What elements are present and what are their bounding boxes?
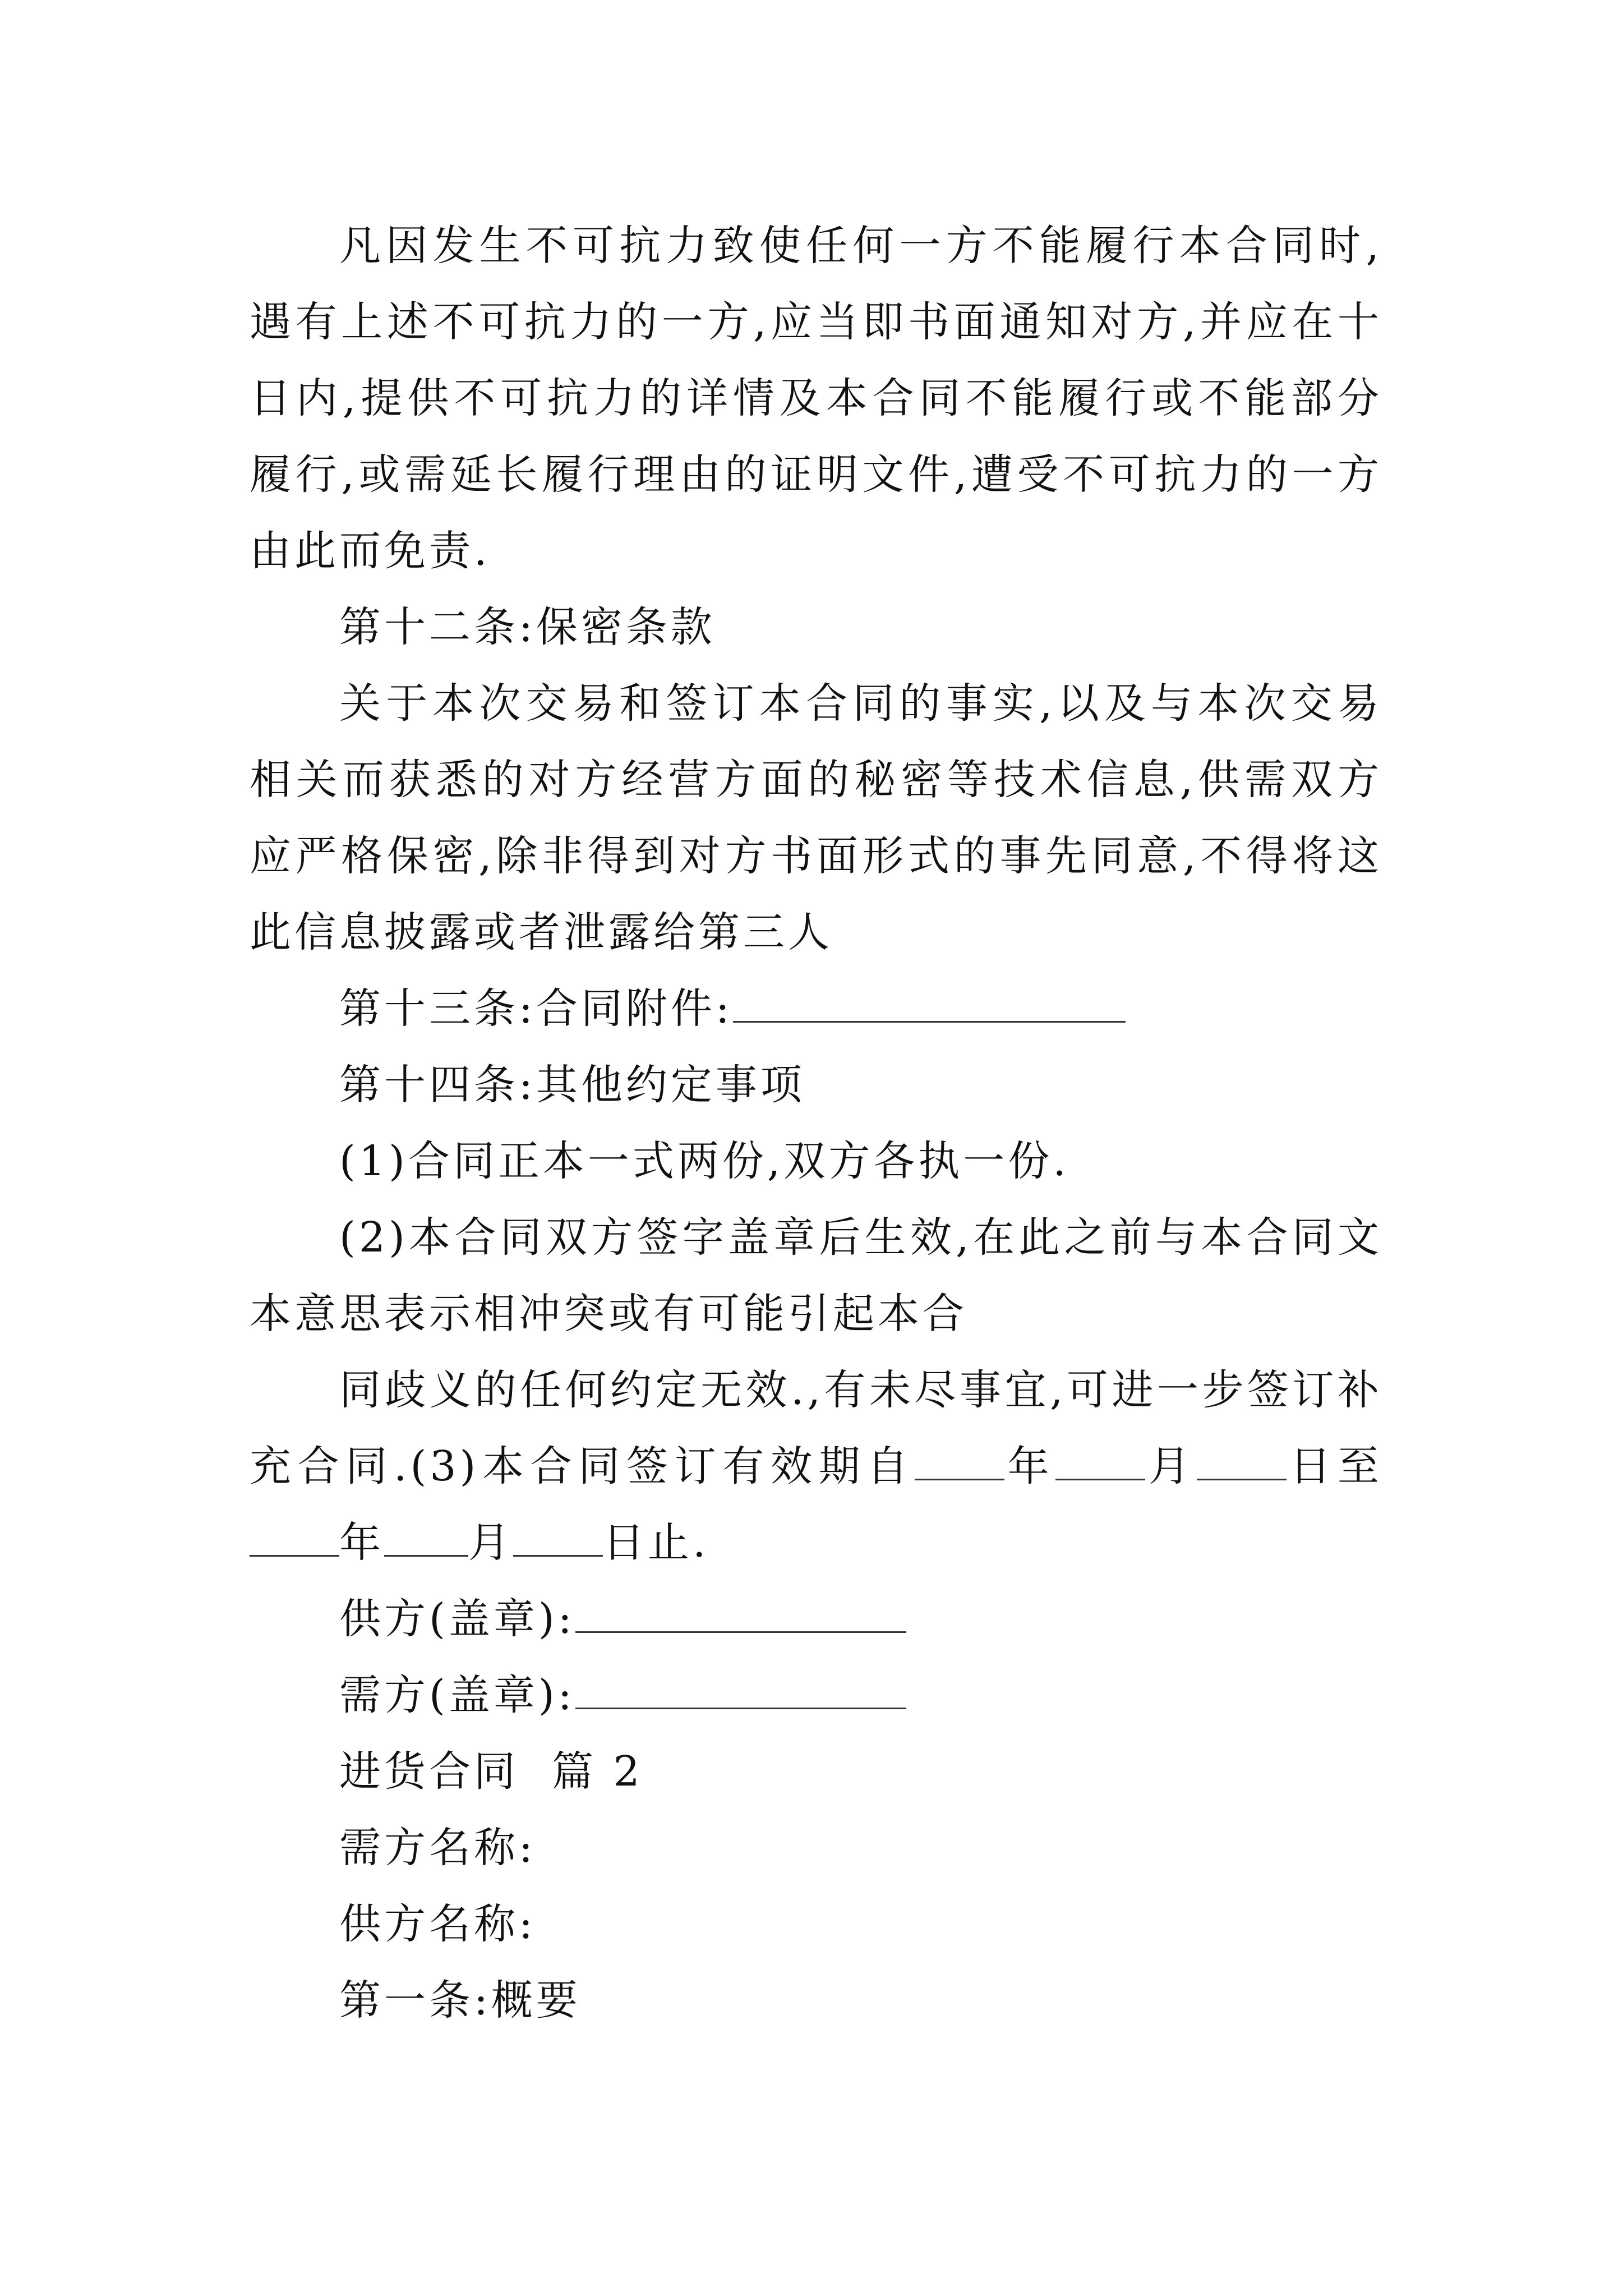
start-year-blank[interactable] — [915, 1444, 1004, 1480]
confidentiality-paragraph: 关于本次交易和签订本合同的事实,以及与本次交易相关而获悉的对方经营方面的秘密等技术信息,供需双方应严格保密,除非得到对方书面形式的事先同意,不得将这此信息披露或者泄露给第三人 — [250, 679, 1382, 956]
force-majeure-paragraph: 凡因发生不可抗力致使任何一方不能履行本合同时,遇有上述不可抗力的一方,应当即书面通知对方,并应在十日内,提供不可抗力的详情及本合同不能履行或不能部分履行,或需延长履行理由的证明文件,遭受不可抗力的一方由此而免责. — [250, 222, 1382, 575]
document-body — [250, 208, 1382, 2039]
start-day-to-label: 日至 — [1286, 1442, 1383, 1490]
end-day-label: 日止. — [603, 1519, 709, 1567]
start-year-label: 年 — [1004, 1442, 1056, 1490]
end-month-blank[interactable] — [384, 1520, 468, 1557]
attachment-blank[interactable] — [733, 986, 1126, 1023]
buyer-seal-line — [250, 1657, 1382, 1733]
buyer-seal-blank[interactable] — [575, 1673, 906, 1709]
supplier-seal-blank[interactable] — [575, 1596, 906, 1633]
start-day-blank[interactable] — [1197, 1444, 1287, 1480]
end-day-blank[interactable] — [513, 1520, 603, 1557]
article-14-heading: 第十四条:其他约定事项 — [339, 1061, 805, 1109]
contract-2-title: 进货合同 篇 2 — [339, 1747, 643, 1796]
supplier-seal-line — [250, 1581, 1382, 1657]
end-month-label: 月 — [468, 1519, 513, 1567]
supplier-name-label: 供方名称: — [339, 1900, 536, 1948]
article-12-heading: 第十二条:保密条款 — [339, 603, 716, 651]
end-year-label: 年 — [339, 1519, 384, 1567]
start-month-label: 月 — [1145, 1442, 1197, 1490]
buyer-seal-label: 需方(盖章): — [339, 1671, 575, 1719]
article-1-heading: 第一条:概要 — [339, 1976, 581, 2024]
end-year-blank[interactable] — [250, 1520, 339, 1557]
buyer-name-label: 需方名称: — [339, 1824, 536, 1872]
article-13-line — [250, 970, 1382, 1047]
start-month-blank[interactable] — [1055, 1444, 1145, 1480]
clause-2-cont-text: 同歧义的任何约定无效.,有未尽事宜,可进一步签订补充合同.(3)本合同签订有效期自 — [250, 1366, 1382, 1490]
article-13-label: 第十三条:合同附件: — [339, 984, 733, 1033]
clause-2-continuation — [250, 1352, 1382, 1581]
clause-2: (2)本合同双方签字盖章后生效,在此之前与本合同文本意思表示相冲突或有可能引起本合 — [250, 1213, 1382, 1338]
supplier-seal-label: 供方(盖章): — [339, 1595, 575, 1643]
clause-1: (1)合同正本一式两份,双方各执一份. — [339, 1137, 1069, 1185]
